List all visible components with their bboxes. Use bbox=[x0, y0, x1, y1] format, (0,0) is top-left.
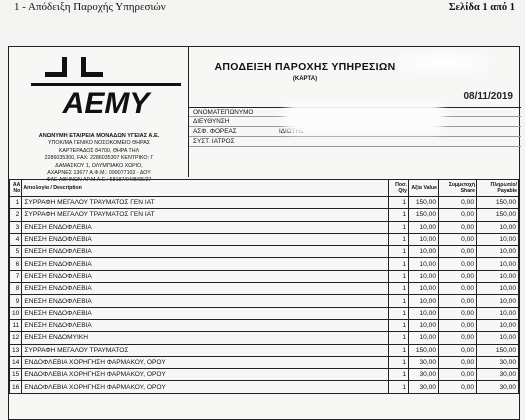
header-aa: ΑΑ No bbox=[10, 180, 22, 197]
cell-description: ΕΝΔΟΦΛΕΒΙΑ ΧΟΡΗΓΗΣΗ ΦΑΡΜΑΚΟΥ, ΟΡΟΥ bbox=[22, 381, 389, 393]
company-name: ΑΝΩΝΥΜΗ ΕΤΑΙΡΕΙΑ ΜΟΝΑΔΩΝ ΥΓΕΙΑΣ Α.Ε. bbox=[38, 133, 160, 139]
cell-aa: 11 bbox=[10, 319, 22, 331]
cell-aa: 10 bbox=[10, 307, 22, 319]
cell-description: ΕΝΕΣΗ ΕΝΔΟΦΛΕΒΙΑ bbox=[22, 258, 389, 270]
cell-description: ΕΝΕΣΗ ΕΝΔΟΦΛΕΒΙΑ bbox=[22, 307, 389, 319]
cell-value: 10,00 bbox=[409, 295, 439, 307]
cell-share: 0,00 bbox=[439, 344, 477, 356]
patient-label: ΑΣΦ. ΦΟΡΕΑΣ bbox=[193, 128, 237, 135]
cell-payable: 10,00 bbox=[477, 270, 519, 282]
table-header-row bbox=[10, 180, 519, 197]
cell-share: 0,00 bbox=[439, 356, 477, 368]
table-row bbox=[10, 283, 519, 295]
cell-share: 0,00 bbox=[439, 270, 477, 282]
table-body bbox=[10, 197, 519, 394]
header-description: Αιτιολογία / Description bbox=[22, 180, 389, 197]
cell-value: 10,00 bbox=[409, 307, 439, 319]
cell-description: ΣΥΡΡΑΦΗ ΜΕΓΑΛΟΥ ΤΡΑΥΜΑΤΟΣ bbox=[22, 344, 389, 356]
table-row bbox=[10, 270, 519, 282]
cell-payable: 30,00 bbox=[477, 356, 519, 368]
cell-qty: 1 bbox=[389, 356, 409, 368]
table-row bbox=[10, 197, 519, 209]
cell-aa: 8 bbox=[10, 283, 22, 295]
patient-row bbox=[189, 137, 521, 147]
cell-description: ΕΝΕΣΗ ΕΝΔΟΦΛΕΒΙΑ bbox=[22, 319, 389, 331]
company-info-line: ΥΠΟΚ/ΜΑ ΓΕΝΙΚΟ ΝΟΣΟΚΟΜΕΙΟ ΘΗΡΑΣ bbox=[47, 140, 151, 147]
cell-share: 0,00 bbox=[439, 283, 477, 295]
cell-qty: 1 bbox=[389, 246, 409, 258]
cell-value: 10,00 bbox=[409, 332, 439, 344]
company-info-line: ΑΧΑΡΝΕΣ 13677 Α.Φ.Μ.: 099077102 · ΔΟΥ bbox=[47, 170, 151, 177]
cell-payable: 30,00 bbox=[477, 369, 519, 381]
table-row bbox=[10, 233, 519, 245]
cell-share: 0,00 bbox=[439, 233, 477, 245]
cell-share: 0,00 bbox=[439, 197, 477, 209]
cell-payable: 10,00 bbox=[477, 246, 519, 258]
redacted-name bbox=[289, 108, 439, 128]
cell-aa: 13 bbox=[10, 344, 22, 356]
cell-description: ΕΝΔΟΦΛΕΒΙΑ ΧΟΡΗΓΗΣΗ ΦΑΡΜΑΚΟΥ, ΟΡΟΥ bbox=[22, 369, 389, 381]
cell-share: 0,00 bbox=[439, 258, 477, 270]
table-row bbox=[10, 246, 519, 258]
cell-share: 0,00 bbox=[439, 209, 477, 221]
table-row bbox=[10, 381, 519, 393]
cell-qty: 1 bbox=[389, 258, 409, 270]
document-title: ΑΠΟΔΕΙΞΗ ΠΑΡΟΧΗΣ ΥΠΗΡΕΣΙΩΝ bbox=[214, 61, 396, 73]
cell-aa: 2 bbox=[10, 209, 22, 221]
cell-qty: 1 bbox=[389, 270, 409, 282]
patient-row bbox=[189, 127, 521, 137]
cell-value: 10,00 bbox=[409, 246, 439, 258]
cell-description: ΕΝΕΣΗ ΕΝΔΟΦΛΕΒΙΑ bbox=[22, 270, 389, 282]
cell-qty: 1 bbox=[389, 344, 409, 356]
table-row bbox=[10, 295, 519, 307]
company-info-line: ΦΑΕ ΑΘΗΝΩΝ ΑΡ.Μ.Α.Ε.: 58187/04/Β/05/27 bbox=[46, 177, 152, 184]
cell-description: ΕΝΕΣΗ ΕΝΔΟΜΥΙΚΗ bbox=[22, 332, 389, 344]
cell-share: 0,00 bbox=[439, 295, 477, 307]
patient-label: ΟΝΟΜΑΤΕΠΩΝΥΜΟ bbox=[193, 109, 254, 116]
header-payable: Πληρωτέο/ Payable bbox=[477, 180, 519, 197]
cell-value: 30,00 bbox=[409, 369, 439, 381]
cell-value: 10,00 bbox=[409, 270, 439, 282]
cell-aa: 16 bbox=[10, 381, 22, 393]
company-logo bbox=[31, 53, 181, 123]
cell-value: 10,00 bbox=[409, 221, 439, 233]
cell-description: ΕΝΕΣΗ ΕΝΔΟΦΛΕΒΙΑ bbox=[22, 221, 389, 233]
cell-aa: 4 bbox=[10, 233, 22, 245]
cell-aa: 12 bbox=[10, 332, 22, 344]
cell-payable: 150,00 bbox=[477, 197, 519, 209]
cell-value: 10,00 bbox=[409, 258, 439, 270]
cell-aa: 15 bbox=[10, 369, 22, 381]
cell-share: 0,00 bbox=[439, 307, 477, 319]
company-info bbox=[11, 133, 187, 185]
cell-share: 0,00 bbox=[439, 319, 477, 331]
logo-wordmark: AEMY bbox=[62, 87, 150, 120]
cell-qty: 1 bbox=[389, 369, 409, 381]
patient-info bbox=[189, 107, 521, 147]
cell-payable: 30,00 bbox=[477, 381, 519, 393]
receipt-document bbox=[8, 46, 520, 420]
patient-label: ΔΙΕΥΘΥΝΣΗ bbox=[193, 118, 230, 125]
table-row bbox=[10, 356, 519, 368]
cell-payable: 150,00 bbox=[477, 344, 519, 356]
cell-qty: 1 bbox=[389, 295, 409, 307]
table-row bbox=[10, 307, 519, 319]
document-date: 08/11/2019 bbox=[463, 91, 513, 102]
cell-aa: 5 bbox=[10, 246, 22, 258]
cell-share: 0,00 bbox=[439, 332, 477, 344]
company-info-line: ΚΑΡΤΕΡΑΔΟΣ 84700, ΘΗΡΑ ΤΗΛ bbox=[58, 147, 140, 154]
cell-value: 10,00 bbox=[409, 233, 439, 245]
cell-description: ΕΝΔΟΦΛΕΒΙΑ ΧΟΡΗΓΗΣΗ ΦΑΡΜΑΚΟΥ, ΟΡΟΥ bbox=[22, 356, 389, 368]
cell-qty: 1 bbox=[389, 319, 409, 331]
cell-description: ΕΝΕΣΗ ΕΝΔΟΦΛΕΒΙΑ bbox=[22, 233, 389, 245]
document-subtitle: (ΚΑΡΤΑ) bbox=[292, 76, 318, 82]
cell-payable: 10,00 bbox=[477, 295, 519, 307]
cell-payable: 10,00 bbox=[477, 319, 519, 331]
company-block bbox=[9, 47, 189, 184]
cell-payable: 10,00 bbox=[477, 332, 519, 344]
header-value: Αξία Value bbox=[409, 180, 439, 197]
patient-label: ΣΥΣΤ. ΙΑΤΡΟΣ bbox=[193, 138, 235, 145]
cell-share: 0,00 bbox=[439, 221, 477, 233]
cell-qty: 1 bbox=[389, 221, 409, 233]
services-table bbox=[9, 179, 519, 394]
cell-description: ΕΝΕΣΗ ΕΝΔΟΦΛΕΒΙΑ bbox=[22, 295, 389, 307]
table-row bbox=[10, 258, 519, 270]
header-qty: Ποσ. Qty bbox=[389, 180, 409, 197]
cell-description: ΣΥΡΡΑΦΗ ΜΕΓΑΛΟΥ ΤΡΑΥΜΑΤΟΣ ΓΕΝ ΙΑΤ bbox=[22, 197, 389, 209]
cell-qty: 1 bbox=[389, 197, 409, 209]
cell-qty: 1 bbox=[389, 332, 409, 344]
cell-value: 30,00 bbox=[409, 356, 439, 368]
cell-payable: 150,00 bbox=[477, 209, 519, 221]
company-info-line: ΔΑΜΑΣΚΟΥ 1, ΟΛΥΜΠΙΑΚΟ ΧΩΡΙΟ, bbox=[55, 162, 143, 169]
company-info-line: 2286035300, FAX: 2286035307 ΚΕΝΤΡΙΚΟ: Γ bbox=[44, 155, 154, 162]
cell-qty: 1 bbox=[389, 209, 409, 221]
cell-qty: 1 bbox=[389, 381, 409, 393]
cell-aa: 14 bbox=[10, 356, 22, 368]
cell-description: ΕΝΕΣΗ ΕΝΔΟΦΛΕΒΙΑ bbox=[22, 246, 389, 258]
cell-aa: 7 bbox=[10, 270, 22, 282]
cell-payable: 10,00 bbox=[477, 283, 519, 295]
cell-share: 0,00 bbox=[439, 246, 477, 258]
cell-payable: 10,00 bbox=[477, 233, 519, 245]
table-row bbox=[10, 221, 519, 233]
header-share: Συμμετοχή Share bbox=[439, 180, 477, 197]
cell-value: 10,00 bbox=[409, 319, 439, 331]
window-title: 1 - Απόδειξη Παροχής Υπηρεσιών bbox=[14, 1, 166, 13]
cell-payable: 10,00 bbox=[477, 221, 519, 233]
patient-value: ΙΔΙΩΤΗΣ bbox=[279, 128, 305, 135]
cell-value: 150,00 bbox=[409, 197, 439, 209]
cell-aa: 1 bbox=[10, 197, 22, 209]
window-title-bar bbox=[0, 0, 525, 18]
redacted-area bbox=[397, 51, 489, 75]
table-row bbox=[10, 369, 519, 381]
cell-payable: 10,00 bbox=[477, 307, 519, 319]
cell-value: 30,00 bbox=[409, 381, 439, 393]
cell-aa: 3 bbox=[10, 221, 22, 233]
cell-share: 0,00 bbox=[439, 369, 477, 381]
table-row bbox=[10, 209, 519, 221]
cell-description: ΣΥΡΡΑΦΗ ΜΕΓΑΛΟΥ ΤΡΑΥΜΑΤΟΣ ΓΕΝ ΙΑΤ bbox=[22, 209, 389, 221]
cell-payable: 10,00 bbox=[477, 258, 519, 270]
cell-value: 150,00 bbox=[409, 209, 439, 221]
cell-share: 0,00 bbox=[439, 381, 477, 393]
cell-description: ΕΝΕΣΗ ΕΝΔΟΦΛΕΒΙΑ bbox=[22, 283, 389, 295]
cell-qty: 1 bbox=[389, 307, 409, 319]
cell-value: 10,00 bbox=[409, 283, 439, 295]
page-indicator: Σελίδα 1 από 1 bbox=[448, 2, 515, 13]
cell-aa: 6 bbox=[10, 258, 22, 270]
cell-aa: 9 bbox=[10, 295, 22, 307]
cell-qty: 1 bbox=[389, 283, 409, 295]
table-row bbox=[10, 344, 519, 356]
table-row bbox=[10, 319, 519, 331]
cell-value: 150,00 bbox=[409, 344, 439, 356]
table-row bbox=[10, 332, 519, 344]
cell-qty: 1 bbox=[389, 233, 409, 245]
